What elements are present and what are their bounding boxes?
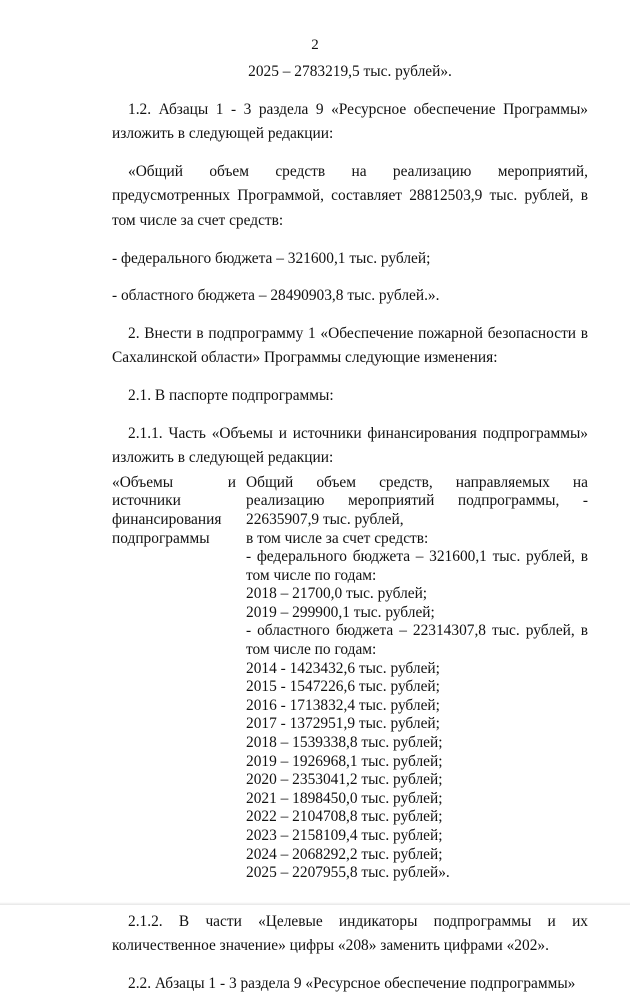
regional-year-item: 2014 - 1423432,6 тыс. рублей;	[246, 659, 440, 677]
page-number: 2	[311, 37, 319, 53]
regional-year-item: 2016 - 1713832,4 тыс. рублей;	[246, 696, 440, 714]
passport-label: «Объемы и источники финансирования подпрограммы	[112, 473, 236, 547]
passport-funding-table	[112, 474, 588, 883]
paragraph-2025-total: 2025 – 2783219,5 тыс. рублей».	[248, 63, 452, 80]
passport-in-total: в том числе за счет средств:	[246, 529, 429, 547]
regional-year-item: 2025 – 2207955,8 тыс. рублей».	[246, 864, 450, 882]
paragraph-2-2: 2.2. Абзацы 1 - 3 раздела 9 «Ресурсное обеспечение подпрограммы»	[128, 974, 576, 992]
paragraph-federal-budget: - федерального бюджета – 321600,1 тыс. рублей;	[112, 249, 431, 267]
paragraph-2-1-2: 2.1.2. В части «Целевые индикаторы подпрограммы и их количественное значение» цифры «208» заменить цифрами «202».	[112, 912, 588, 955]
paragraph-2-1: 2.1. В паспорте подпрограммы:	[128, 386, 334, 404]
passport-regional-line: - областного бюджета – 22314307,8 тыс. рублей, в том числе по годам:	[246, 622, 588, 659]
regional-year-item: 2022 – 2104708,8 тыс. рублей;	[246, 808, 443, 826]
regional-year-item: 2024 – 2068292,2 тыс. рублей;	[246, 845, 443, 863]
paragraph-1-2: 1.2. Абзацы 1 - 3 раздела 9 «Ресурсное обеспечение Программы» изложить в следующей редакции:	[112, 100, 588, 143]
regional-year-item: 2019 – 1926968,1 тыс. рублей;	[246, 752, 443, 770]
passport-content	[246, 474, 588, 883]
federal-year-item: 2019 – 299900,1 тыс. рублей;	[246, 603, 435, 621]
federal-year-item: 2018 – 21700,0 тыс. рублей;	[246, 585, 428, 603]
regional-year-item: 2018 – 1539338,8 тыс. рублей;	[246, 734, 443, 752]
regional-year-item: 2017 - 1372951,9 тыс. рублей;	[246, 715, 440, 733]
paragraph-2-1-1: 2.1.1. Часть «Объемы и источники финансирования подпрограммы» изложить в следующей редакции:	[112, 424, 588, 467]
regional-year-item: 2021 – 1898450,0 тыс. рублей;	[246, 789, 443, 807]
paragraph-regional-budget: - областного бюджета – 28490903,8 тыс. рублей.».	[112, 287, 440, 305]
passport-federal-line: - федерального бюджета – 321600,1 тыс. рублей, в том числе по годам:	[246, 548, 588, 584]
regional-year-item: 2020 – 2353041,2 тыс. рублей;	[246, 771, 443, 789]
regional-year-item: 2023 – 2158109,4 тыс. рублей;	[246, 827, 443, 844]
regional-year-item: 2015 - 1547226,6 тыс. рублей;	[246, 678, 440, 696]
passport-intro: Общий объем средств, направляемых на реализацию мероприятий подпрограммы, - 22635907,9 тыс. рублей,	[246, 473, 588, 528]
paragraph-2: 2. Внести в подпрограмму 1 «Обеспечение пожарной безопасности в Сахалинской области» Программы следующие изменения:	[112, 324, 588, 367]
paragraph-quote-total: «Общий объем средств на реализацию мероприятий, предусмотренных Программой, составляет 28812503,9 тыс. рублей, в том числе за счет средств:	[112, 162, 588, 229]
document-body	[112, 60, 588, 997]
